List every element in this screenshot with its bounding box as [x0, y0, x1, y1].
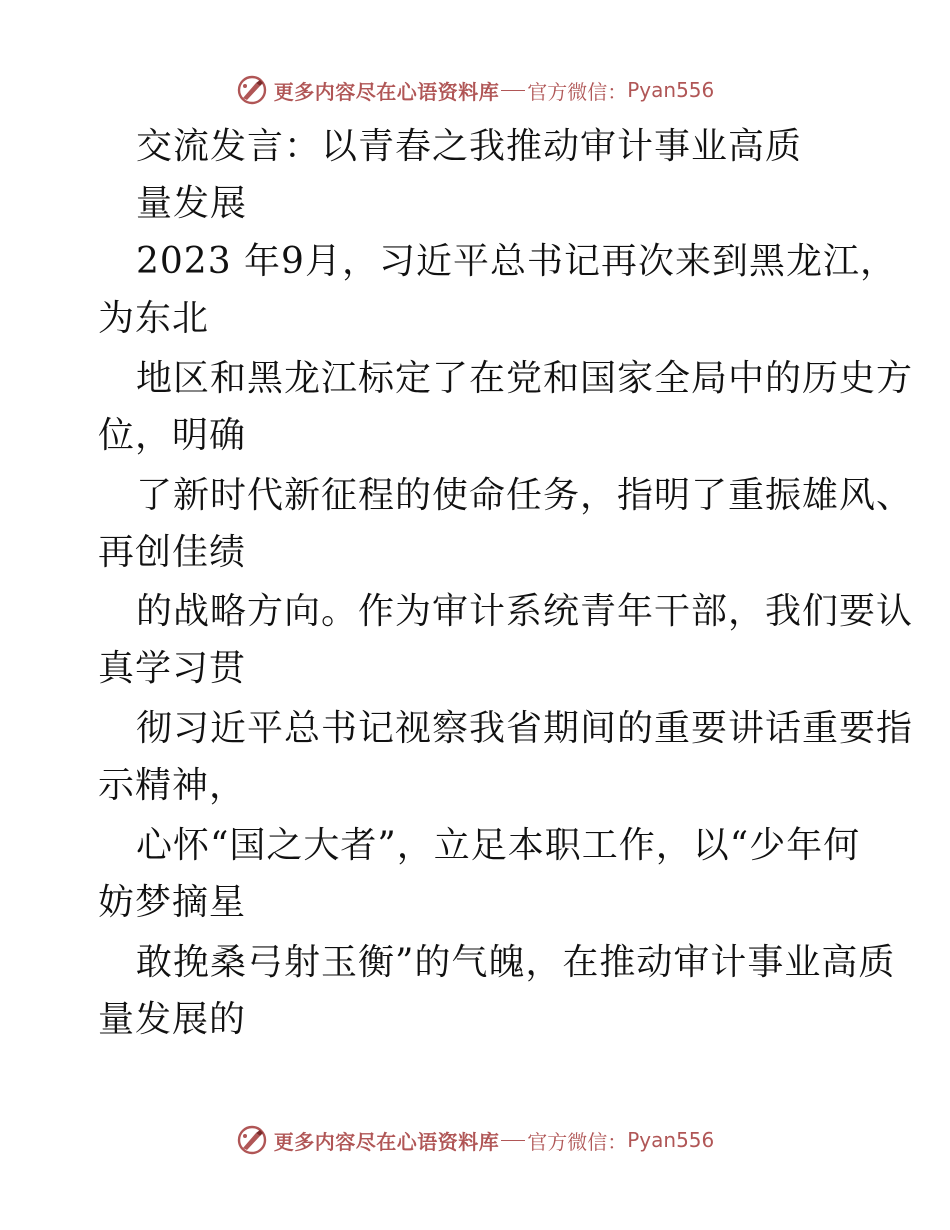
- text-line: 心怀“国之大者”，立足本职工作，以“少年何: [136, 825, 861, 866]
- text-line: 位，明确: [98, 415, 247, 456]
- banner-separator: [501, 90, 525, 91]
- text-line: 敢挽桑弓射玉衡”的气魄，在推动审计事业高质: [136, 942, 896, 983]
- banner-wechat-label: 官方微信：: [527, 79, 628, 104]
- header-banner: [0, 70, 950, 110]
- banner-separator: [501, 1140, 525, 1141]
- banner-wechat-label: 官方微信：: [527, 1129, 628, 1154]
- text-line: 地区和黑龙江标定了在党和国家全局中的历史方: [136, 358, 914, 399]
- text-line: 再创佳绩: [98, 532, 247, 573]
- text-line: 交流发言：以青春之我推动审计事业高质: [136, 126, 803, 167]
- banner-text: 更多内容尽在心语资料库: [273, 1129, 500, 1154]
- text-line: 的战略方向。作为审计系统青年干部，我们要认: [136, 591, 914, 632]
- pen-logo-icon: [236, 74, 268, 106]
- banner-wechat-id: Pyan556: [627, 1128, 715, 1152]
- text-line: 示精神，: [98, 765, 247, 806]
- text-line: 2023 年9月，习近平总书记再次来到黑龙江，: [136, 241, 897, 282]
- text-line: 了新时代新征程的使命任务，指明了重振雄风、: [136, 475, 914, 516]
- text-line: 为东北: [98, 298, 210, 339]
- text-line: 量发展的: [98, 999, 247, 1040]
- text-line: 量发展: [136, 183, 248, 224]
- text-line: 妨梦摘星: [98, 882, 247, 923]
- text-line: 真学习贯: [98, 648, 247, 689]
- footer-banner: [0, 1120, 950, 1160]
- banner-wechat-id: Pyan556: [627, 78, 715, 102]
- banner-text: 更多内容尽在心语资料库: [273, 79, 500, 104]
- text-line: 彻习近平总书记视察我省期间的重要讲话重要指: [136, 708, 914, 749]
- pen-logo-icon: [236, 1124, 268, 1156]
